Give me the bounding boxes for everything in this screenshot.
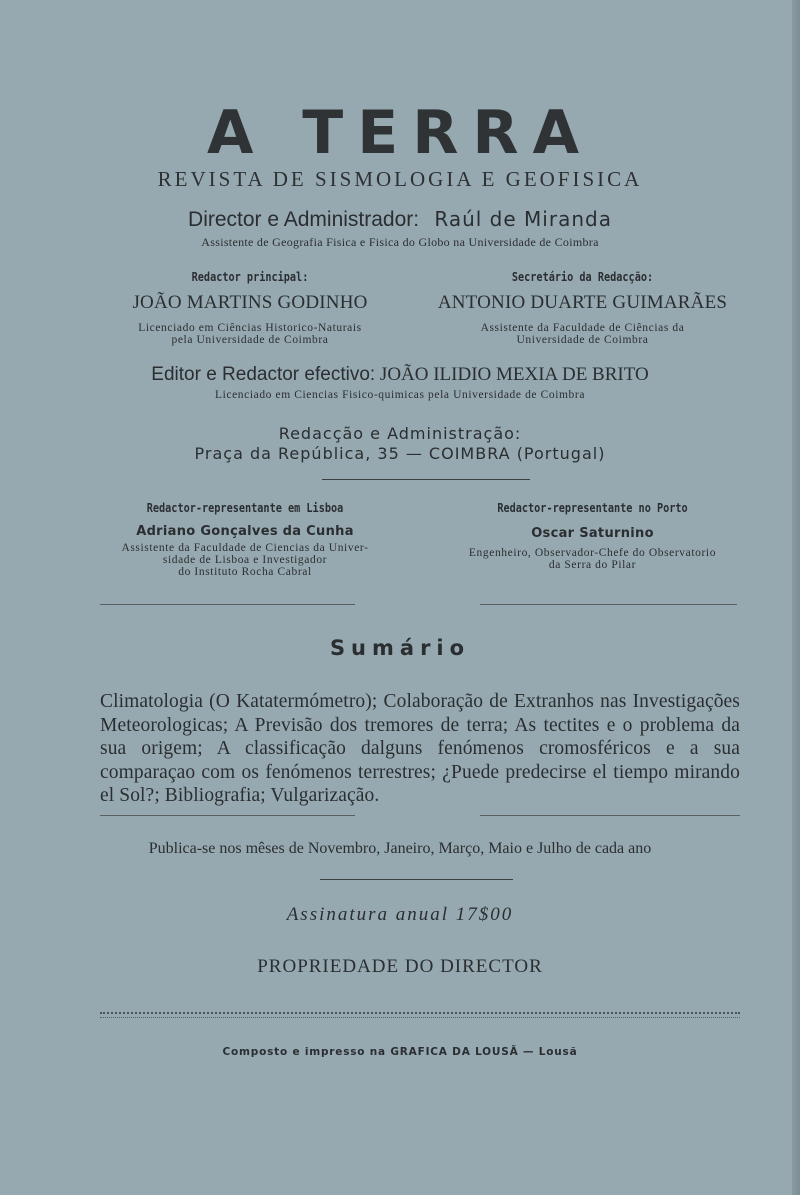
divider-rule: [322, 479, 530, 480]
lisboa-block: [95, 501, 395, 578]
porto-underline: [480, 604, 737, 605]
editor-description: Licenciado em Ciencias Fisico-quimicas pela Universidade de Coimbra: [214, 389, 586, 401]
lisboa-desc-3: do Instituto Rocha Cabral: [178, 566, 312, 579]
sumario-body: Climatologia (O Katatermómetro); Colaboração de Extranhos nas Investigações Meteorologicas; A Previsão dos tremores de terra; As tectites e o problema da sua origem; A classificação dalguns fenómenos cromosféricos e a sua comparaçao com os fenómenos terrestres; ¿Puede predecirse el tiempo mirando el Sol?; Bibliografia; Vulgarização.: [100, 691, 740, 806]
redactor-principal-heading: Redactor principal:: [191, 270, 309, 284]
secretario-desc-1: Assistente da Faculdade de Ciências da: [480, 322, 685, 334]
secretario-desc-2: Universidade de Coimbra: [516, 334, 649, 347]
subscription-price: Assinatura anual 17$00: [286, 904, 514, 925]
lisboa-desc-1: Assistente da Faculdade de Ciencias da Univer-: [121, 542, 369, 554]
redaccao-block: [0, 424, 800, 464]
dotted-separator-2: [100, 1017, 740, 1018]
publication-schedule: Publica-se nos mêses de Novembro, Janeiro, Março, Maio e Julho de cada ano: [148, 840, 652, 857]
masthead-title: A TERRA: [206, 98, 594, 168]
editor-name: JOÃO ILIDIO MEXIA DE BRITO: [379, 364, 649, 385]
secretario-name: ANTONIO DUARTE GUIMARÃES: [437, 292, 728, 313]
lisboa-desc-2: sidade de Lisboa e Investigador: [162, 554, 328, 567]
journal-subtitle: REVISTA DE SISMOLOGIA E GEOFISICA: [157, 167, 643, 191]
editor-role: Editor e Redactor efectivo:: [151, 364, 376, 385]
director-name: Raúl de Miranda: [434, 207, 612, 231]
sumario-underline-left: [100, 815, 355, 816]
director-description: Assistente de Geografia Fisica e Fisica do Globo na Universidade de Coimbra: [201, 235, 599, 249]
redaccao-address: Praça da República, 35 — COIMBRA (Portugal): [194, 444, 606, 463]
lisboa-underline: [100, 604, 355, 605]
secretario-block: [420, 270, 745, 346]
director-line: [0, 207, 800, 232]
sumario-underline-right: [480, 815, 740, 816]
ownership-line: PROPRIEDADE DO DIRECTOR: [257, 956, 543, 977]
porto-name: Oscar Saturnino: [531, 526, 654, 541]
redactor-principal-desc-2: pela Universidade de Coimbra: [171, 334, 329, 347]
porto-block: [440, 501, 745, 571]
colophon: Composto e impresso na GRAFICA DA LOUSÃ — Lousã: [222, 1046, 578, 1058]
director-role: Director e Administrador:: [188, 208, 420, 231]
schedule-rule: [320, 879, 513, 880]
porto-desc-1: Engenheiro, Observador-Chefe do Observatorio: [468, 547, 717, 559]
editor-line: [0, 364, 800, 386]
sumario-title: Sumário: [329, 636, 471, 660]
lisboa-name: Adriano Gonçalves da Cunha: [136, 524, 354, 539]
porto-desc-2: da Serra do Pilar: [548, 559, 637, 572]
dotted-separator: [100, 1012, 740, 1014]
secretario-heading: Secretário da Redacção:: [511, 270, 654, 284]
redactor-principal-name: JOÃO MARTINS GODINHO: [132, 292, 368, 313]
porto-heading: Redactor-representante no Porto: [497, 501, 688, 515]
redaccao-heading: Redacção e Administração:: [278, 424, 522, 443]
redactor-principal-desc-1: Licenciado em Ciências Historico-Naturais: [138, 322, 362, 334]
redactor-principal-block: [100, 270, 400, 346]
lisboa-heading: Redactor-representante em Lisboa: [146, 501, 344, 515]
